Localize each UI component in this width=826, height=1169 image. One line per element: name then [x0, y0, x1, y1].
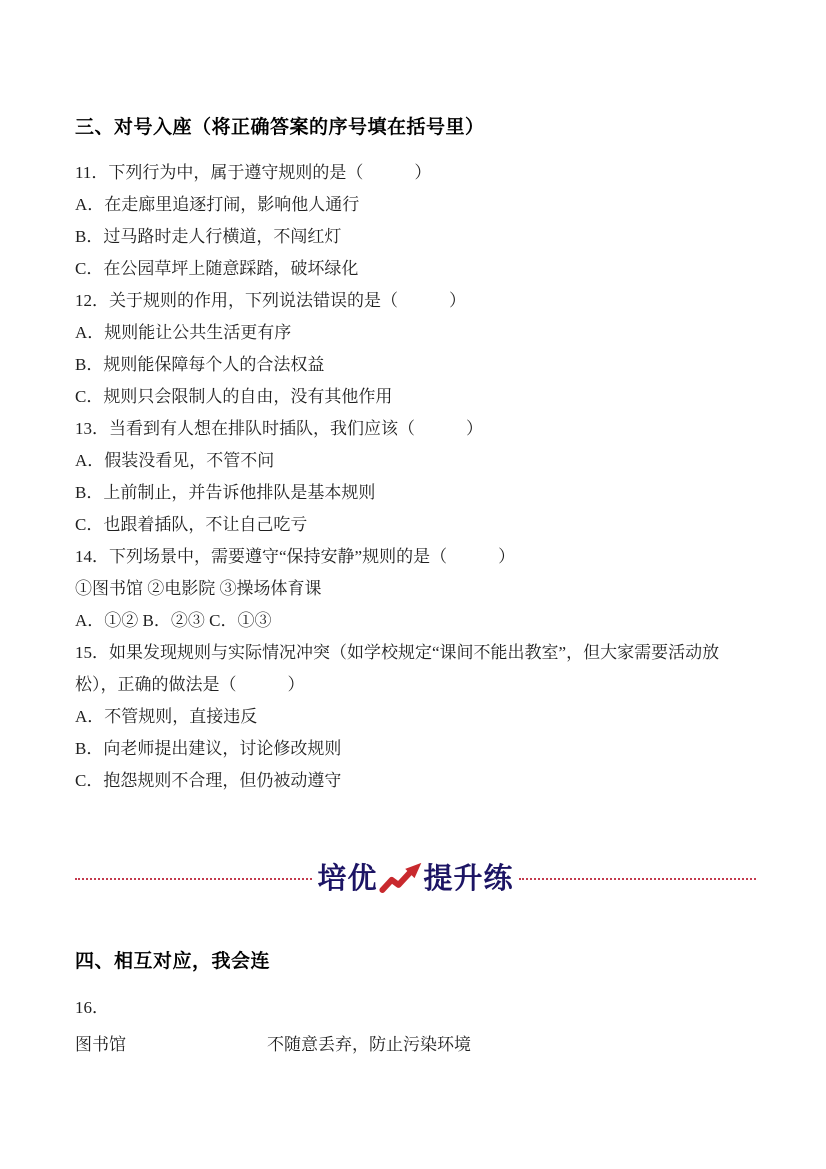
question-15-option-c: C．抱怨规则不合理，但仍被动遵守: [75, 771, 342, 790]
question-11-option-c: C．在公园草坪上随意踩踏，破坏绿化: [75, 259, 359, 278]
question-12-option-c: C．规则只会限制人的自由，没有其他作用: [75, 387, 393, 406]
section-four-heading: 四、相互对应，我会连: [75, 951, 271, 972]
question-12-option-b: B．规则能保障每个人的合法权益: [75, 355, 325, 374]
question-13-stem: 13．当看到有人想在排队时插队，我们应该（ ）: [75, 419, 483, 438]
banner-divider: [75, 859, 756, 899]
question-14-items: ①图书馆 ②电影院 ③操场体育课: [75, 579, 322, 598]
question-15-option-a: A．不管规则，直接违反: [75, 707, 258, 726]
question-12-option-a: A．规则能让公共生活更有序: [75, 323, 292, 342]
banner-label: [312, 859, 518, 899]
question-15-option-b: B．向老师提出建议，讨论修改规则: [75, 739, 342, 758]
question-13: [75, 413, 756, 541]
question-14: [75, 541, 756, 637]
trend-up-arrow-icon: [379, 862, 423, 896]
question-15: [75, 637, 756, 797]
banner-text-right: 提升练: [423, 863, 514, 895]
match-item-right: 不随意丢弃，防止污染环境: [267, 1035, 471, 1054]
question-14-options: A．①② B．②③ C．①③: [75, 611, 272, 630]
question-15-stem-line-2: 松），正确的做法是（ ）: [75, 675, 305, 694]
question-12-stem: 12．关于规则的作用，下列说法错误的是（ ）: [75, 291, 466, 310]
match-item-left: 图书馆: [75, 1035, 126, 1054]
question-12: [75, 285, 756, 413]
question-16-number: 16．: [75, 998, 109, 1017]
question-11: [75, 157, 756, 285]
question-14-stem: 14．下列场景中，需要遵守“保持安静”规则的是（ ）: [75, 547, 516, 566]
question-13-option-a: A．假装没看见，不管不问: [75, 451, 275, 470]
question-13-option-c: C．也跟着插队，不让自己吃亏: [75, 515, 308, 534]
divider-dotted-line-right: [519, 878, 756, 880]
question-13-option-b: B．上前制止，并告诉他排队是基本规则: [75, 483, 376, 502]
section-three-heading: 三、对号入座（将正确答案的序号填在括号里）: [75, 117, 485, 138]
question-11-option-a: A．在走廊里追逐打闹，影响他人通行: [75, 195, 360, 214]
match-row: [75, 1032, 756, 1058]
question-11-option-b: B．过马路时走人行横道，不闯红灯: [75, 227, 342, 246]
banner-text-left: 培优: [317, 863, 378, 895]
question-11-stem: 11．下列行为中，属于遵守规则的是（ ）: [75, 163, 432, 182]
question-15-stem-line-1: 15．如果发现规则与实际情况冲突（如学校规定“课间不能出教室”，但大家需要活动放: [75, 643, 720, 662]
divider-dotted-line-left: [75, 878, 312, 880]
